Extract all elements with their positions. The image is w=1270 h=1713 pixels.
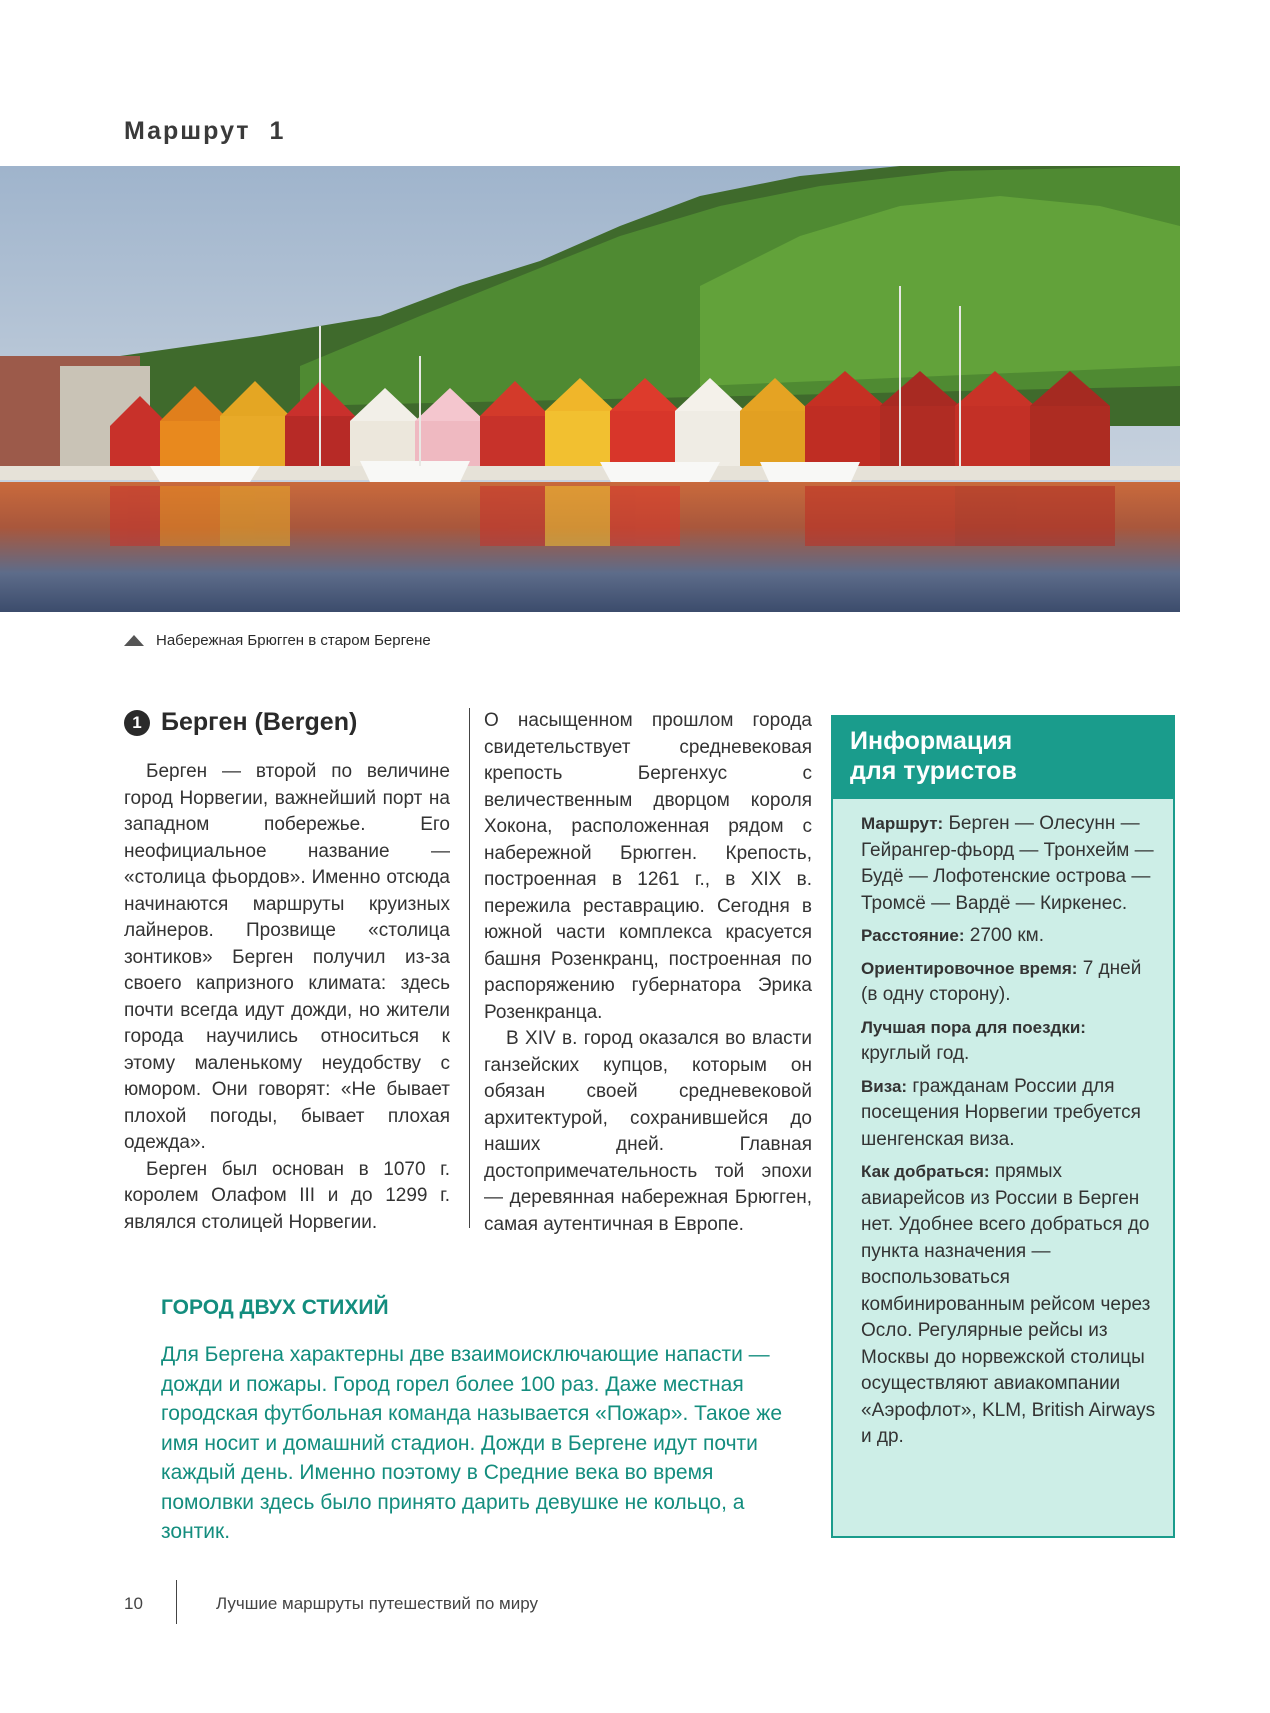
paragraph: О насыщенном прошлом города свидетельствует средневековая крепость Бергенхус с величественным дворцом короля Хокона, расположенная рядом с набережной Брюгген. Крепость, построенная в 1261 г., в XIX в. пережила реставрацию. Сегодня в южной части комплекса красуется башня Розенкранц, построенная по распоряжению губернатора Эрика Розенкранца. [484,710,812,1023]
triangle-up-icon [124,635,144,646]
bryggen-photo-illustration [0,166,1180,612]
info-how-to-get: Как добраться: прямых авиарейсов из России в Берген нет. Удобнее всего добраться до пункта назначения — воспользоваться комбинированным рейсом через Осло. Регулярные рейсы из Москвы до норвежской столицы осуществляют авиакомпании «Аэрофлот», KLM, British Airways и др. [861,1161,1156,1447]
section-number-badge: 1 [124,710,150,736]
paragraph: Берген был основан в 1070 г. королем Олафом III и до 1299 г. являлся столицей Норвегии. [124,1158,450,1233]
footer-divider [176,1580,177,1624]
column-divider [469,708,470,1228]
paragraph: Берген — второй по величине город Норвегии, важнейший порт на западном побережье. Его неофициальное название — «столица фьордов». Именно отсюда начинаются маршруты круизных лайнеров. Прозвище «столица зонтиков» Берген получил из-за своего капризного климата: здесь почти всегда идут дожди, но жители города научились относиться к этому маленькому неудобству с юмором. Они говорят: «Не бывает плохой погоды, бывает плохая одежда». [124,761,450,1153]
section-heading [124,708,450,737]
info-time: Ориентировочное время: 7 дней (в одну сторону). [861,957,1142,1005]
paragraph: В XIV в. город оказался во власти ганзейских купцов, которым он обязан своей средневековой архитектурой, сохранившейся до наших дней. Главная достопримечательность той эпохи — деревянная набережная Брюгген, самая аутентичная в Европе. [484,1028,812,1235]
info-distance: Расстояние: 2700 км. [861,925,1044,946]
text-column-1 [124,708,450,1236]
book-title: Лучшие маршруты путешествий по миру [216,1594,538,1613]
tourist-info-box [831,715,1175,1538]
sidebar-text: Для Бергена характерны две взаимоисключающие напасти — дожди и пожары. Город горел более 100 раз. Даже местная городская футбольная команда называется «Пожар». Такое же имя носит и домашний стадион. Дожди в Бергене идут почти каждый день. Именно поэтому в Средние века во время помолвки здесь было принято дарить девушке не кольцо, а зонтик. [161,1343,783,1543]
caption-text: Набережная Брюгген в старом Бергене [156,632,431,649]
info-visa: Виза: гражданам России для посещения Норвегии требуется шенгенская виза. [861,1075,1141,1150]
sidebar-two-elements [161,1296,801,1547]
sidebar-title: ГОРОД ДВУХ СТИХИЙ [161,1296,389,1319]
text-column-2 [484,708,812,1238]
info-route: Маршрут: Берген — Олесунн — Гейрангер-фьорд — Тронхейм — Будё — Лофотенские острова — Тромсё — Вардё — Киркенес. [861,813,1154,914]
page-number: 10 [124,1594,143,1613]
section-title: Берген (Bergen) [161,708,358,736]
info-box-title: Информация для туристов [833,717,1173,799]
bryggen-photo [0,166,1180,612]
route-label: Маршрут [124,117,251,145]
info-season: Лучшая пора для поездки: круглый год. [861,1017,1086,1064]
route-number: 1 [269,117,286,145]
photo-caption [124,632,431,649]
route-title [124,117,285,146]
